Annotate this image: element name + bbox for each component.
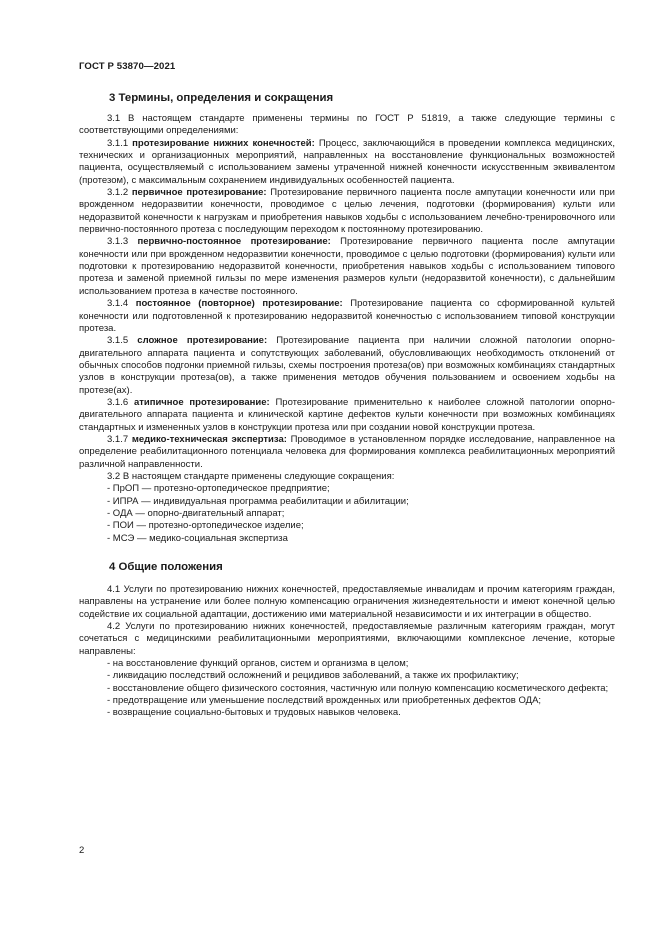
term-name: первично-постоянное протезирование: <box>137 236 331 248</box>
term-definition: Протезирование первичного пациента после ампутации конечности или при врожденном недоразвитии конечности, проводимое с целью лечения, подготовки (формирования) культи или недоразвитой конечности к нагрузкам и приобретения навыков ходьбы с использованием лечебно-тренировочного или первично-постоянного протеза с последующим переходом к постоянному протезированию. <box>79 187 615 236</box>
list-item: - возвращение социально-бытовых и трудовых навыков человека. <box>107 707 401 719</box>
page-content <box>79 91 615 720</box>
list-item: - ПрОП — протезно-ортопедическое предприятие; <box>107 483 330 495</box>
section-3-title: 3 Термины, определения и сокращения <box>109 92 334 104</box>
list-item: - МСЭ — медико-социальная экспертиза <box>107 532 288 544</box>
paragraph-4-1: 4.1 Услуги по протезированию нижних конечностей, предоставляемые инвалидам и прочим категориям граждан, направлены на устранение или более полную компенсацию ограничения жизнедеятельности и имеют конечной целью содействие их социальной адаптации, достижению ими материальной независимости и их интеграции в общество. <box>79 584 615 620</box>
term-definition: Протезирование применительно к наиболее сложной патологии опорно-двигательного аппарата пациента и клинической картине дефектов культи конечности при возможных комбинациях стандартных и измененных узлов в конструкции протеза или при создании новой конструкции протеза. <box>79 396 615 433</box>
term-number: 3.1.6 <box>107 396 134 408</box>
term-name: медико-техническая экспертиза: <box>131 433 287 445</box>
page-number: 2 <box>79 845 85 856</box>
list-item: - ПОИ — протезно-ортопедическое изделие; <box>107 520 304 532</box>
list-item: - ОДА — опорно-двигательный аппарат; <box>107 508 285 519</box>
term-number: 3.1.3 <box>107 236 138 248</box>
standard-header: ГОСТ Р 53870—2021 <box>79 61 176 72</box>
list-item: - предотвращение или уменьшение последствий врожденных или приобретенных дефектов ОДА; <box>107 695 542 707</box>
list-item: - восстановление общего физического состояния, частичную или полную компенсацию косметического дефекта; <box>107 682 609 694</box>
term-definition: Протезирование первичного пациента после ампутации конечности или при врожденном недоразвитии конечности, проводимое с целью подготовки (формирования) культи или подготовки к протезированию недоразвитой конечности, приобретения навыков ходьбы с использованием типового протеза и заменой приемной гильзы по мере изменения размеров культи (недоразвитой конечности), с дальнейшим использованием протеза в качестве постоянного. <box>79 236 615 297</box>
list-item: - ликвидацию последствий осложнений и рецидивов заболеваний, а также их профилактику; <box>107 670 519 682</box>
section-4-title: 4 Общие положения <box>109 561 223 574</box>
term-number: 3.1.4 <box>107 298 136 310</box>
term-name: сложное протезирование: <box>137 335 268 347</box>
term-name: первичное протезирование: <box>131 187 267 199</box>
list-item: - на восстановление функций органов, систем и организма в целом; <box>107 658 409 670</box>
term-3-1-2 <box>79 187 615 236</box>
section-3-intro: 3.1 В настоящем стандарте применены термины по ГОСТ Р 51819, а также следующие термины с соответствующими определениями: <box>79 113 615 137</box>
term-3-1-5 <box>79 335 615 397</box>
measures-list <box>79 658 615 720</box>
term-number: 3.1.1 <box>107 137 133 149</box>
term-number: 3.1.7 <box>107 433 132 445</box>
term-definition: Проводимое в установленном порядке исследование, направленное на определение реабилитационного потенциала человека для формирования комплекса реабилитационных мероприятий различной направленности. <box>79 433 615 470</box>
term-3-1-1 <box>79 138 615 187</box>
abbreviations-intro: 3.2 В настоящем стандарте применены следующие сокращения: <box>107 470 395 482</box>
term-name: постоянное (повторное) протезирование: <box>135 298 343 310</box>
term-3-1-6 <box>79 397 615 434</box>
term-3-1-7 <box>79 434 615 471</box>
term-definition: Протезирование пациента со сформированной культей конечности или подготовленной к протезированию недоразвитой конечностью с использованием типовой конструкции протеза. <box>79 298 615 334</box>
term-definition: Процесс, заключающийся в проведении комплекса медицинских, технических и организационных мероприятий, направленных на восстановление функциональных возможностей пациента, осуществляемый с использованием замены утраченной нижней конечности искусственным эквивалентом (протезом), с максимальным сохранением индивидуальных особенностей пациента. <box>79 137 615 186</box>
term-number: 3.1.2 <box>107 187 132 199</box>
paragraph-4-2: 4.2 Услуги по протезированию нижних конечностей, предоставляемые различным категориям граждан, могут сочетаться с медицинскими реабилитационными мероприятиями, включающими комплексное лечение, которые направлены: <box>79 621 615 657</box>
term-3-1-3 <box>79 236 615 298</box>
term-3-1-4 <box>79 298 615 335</box>
term-definition: Протезирование пациента при наличии сложной патологии опорно-двигательного аппарата пациента и сопутствующих заболеваний, обусловливающих необходимость отклонений от обычных способов подгонки приемной гильзы, схемы построения протеза(ов) при возможных комбинациях стандартных узлов в конструкции протеза(ов), а также применения методов обучения пользованием и освоением ходьбы на протезе(ах). <box>79 335 615 396</box>
abbreviation-list <box>79 483 615 545</box>
term-number: 3.1.5 <box>107 335 138 347</box>
list-item: - ИПРА — индивидуальная программа реабилитации и абилитации; <box>107 495 409 507</box>
term-name: атипичное протезирование: <box>133 396 270 408</box>
term-name: протезирование нижних конечностей: <box>132 137 315 149</box>
